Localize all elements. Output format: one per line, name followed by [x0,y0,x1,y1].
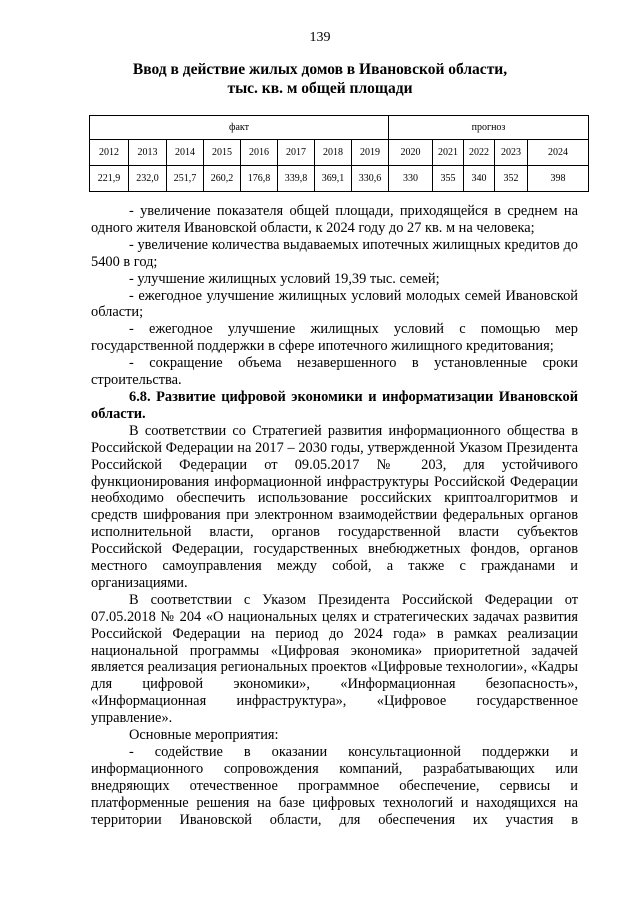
value-cell: 330,6 [352,166,389,192]
value-cell: 340 [464,166,495,192]
value-cell: 369,1 [315,166,352,192]
paragraph: - ежегодное улучшение жилищных условий молодых семей Ивановской области; [91,287,578,321]
paragraph: - ежегодное улучшение жилищных условий с помощью мер государственной поддержки в сфере ипотечного жилищного кредитования; [91,321,578,355]
year-cell: 2015 [204,140,241,166]
table-title [60,60,580,98]
year-cell: 2023 [495,140,528,166]
title-line-2: тыс. кв. м общей площади [227,80,413,97]
year-cell: 2016 [241,140,278,166]
paragraph: - сокращение объема незавершенного в установленные сроки строительства. [91,355,578,389]
value-cell: 355 [433,166,464,192]
value-cell: 251,7 [167,166,204,192]
value-cell: 398 [528,166,589,192]
page-number: 139 [309,30,331,45]
title-line-1: Ввод в действие жилых домов в Ивановской области, [132,61,508,78]
value-cell: 260,2 [204,166,241,192]
year-cell: 2019 [352,140,389,166]
paragraph: Основные мероприятия: [129,727,279,744]
table-years-row [90,140,589,166]
paragraph: В соответствии с Указом Президента Российской Федерации от 07.05.2018 № 204 «О национальных целях и стратегических задачах развития Российской Федерации на период до 2024 года» в рамках реализации национальной программы «Цифровая экономика» приоритетной задачей является реализация региональных проектов «Цифровые технологии», «Кадры для цифровой экономики», «Информационная безопасность», «Информационная инфраструктура», «Цифровое государственное управление». [91,591,578,727]
section-heading: 6.8. Развитие цифровой экономики и информатизации Ивановской области. [91,388,578,422]
paragraph: - увеличение показателя общей площади, приходящейся в среднем на одного жителя Ивановской области, к 2024 году до 27 кв. м на человека; [91,203,578,236]
year-cell: 2024 [528,140,589,166]
paragraph: - улучшение жилищных условий 19,39 тыс. семей; [129,270,440,287]
year-cell: 2018 [315,140,352,166]
value-cell: 176,8 [241,166,278,192]
paragraph: - увеличение количества выдаваемых ипотечных жилищных кредитов до 5400 в год; [91,236,578,270]
forecast-header: прогноз [389,116,589,140]
value-cell: 330 [389,166,433,192]
year-cell: 2012 [90,140,129,166]
year-cell: 2014 [167,140,204,166]
year-cell: 2017 [278,140,315,166]
body-text [91,203,578,829]
value-cell: 339,8 [278,166,315,192]
table-values-row [90,166,589,192]
table-header-row [90,116,589,140]
year-cell: 2013 [129,140,167,166]
value-cell: 232,0 [129,166,167,192]
year-cell: 2022 [464,140,495,166]
fact-header: факт [90,116,389,140]
value-cell: 221,9 [90,166,129,192]
paragraph: - содействие в оказании консультационной поддержки и информационного сопровождения компаний, разрабатывающих или внедряющих отечественное программное обеспечение, сервисы и платформенные решения на базе цифровых технологий и находящихся на территории Ивановской области, для обеспечения их участия в [91,744,578,828]
paragraph: В соответствии со Стратегией развития информационного общества в Российской Федерации на 2017 – 2030 годы, утвержденной Указом Президента Российской Федерации от 09.05.2017 № 203, для устойчивого функционирования информационной инфраструктуры Российской Федерации необходимо обеспечить использование российских криптоалгоритмов и средств шифрования при электронном взаимодействии федеральных органов исполнительной власти, органов государственной власти субъектов Российской Федерации, государственных внебюджетных фондов, органов местного самоуправления между собой, а также с гражданами и организациями. [91,422,578,591]
value-cell: 352 [495,166,528,192]
year-cell: 2021 [433,140,464,166]
housing-table [89,115,589,192]
year-cell: 2020 [389,140,433,166]
